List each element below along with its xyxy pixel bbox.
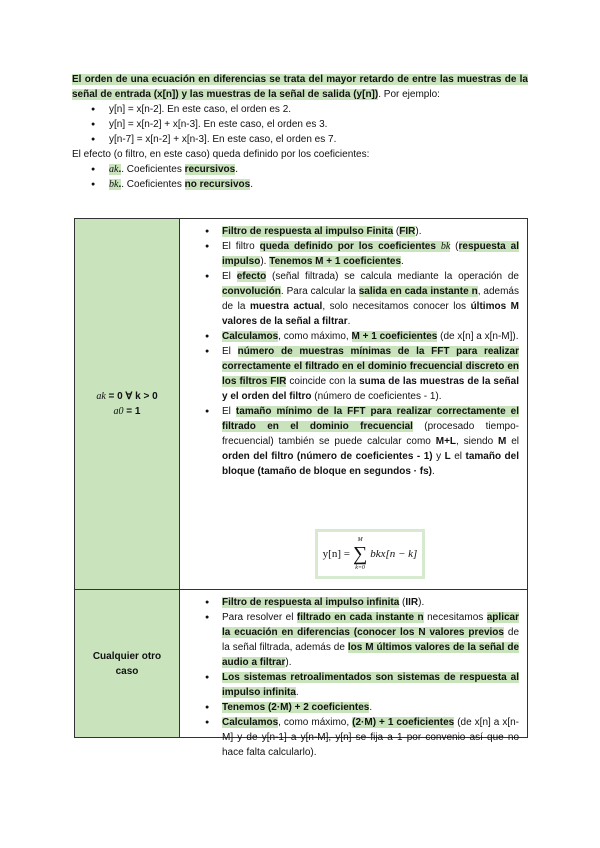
list-item: ● El filtro queda definido por los coeficientes bk (respuesta al impulso). Tenemos M + 1 coeficientes.	[180, 239, 519, 269]
coefficients-intro: El efecto (o filtro, en este caso) queda definido por los coeficientes:	[72, 149, 370, 160]
list-item: ● Calculamos, como máximo, (2·M) + 1 coeficientes (de x[n] a x[n-M] y de y[n-1] a y[n-M], y[n] se fija a 1 por convenio así que no hace falta calcularlo).	[180, 715, 519, 760]
list-item: ● Para resolver el filtrado en cada instante n necesitamos aplicar la ecuación en diferencias (conocer los N valores previos de la señal filtrada, además de los M últimos valores de la señal de audio a filtrar).	[180, 610, 519, 670]
summation-symbol: M ∑ k=0	[352, 537, 368, 571]
list-item: ● Filtro de respuesta al impulso Finita (FIR).	[180, 224, 519, 239]
iir-description-cell	[180, 590, 527, 758]
list-item: ● y[n-7] = x[n-2] + x[n-3]. En este caso, el orden es 7.	[72, 132, 528, 147]
list-item: ● bk.. Coeficientes no recursivos.	[72, 177, 528, 192]
coefficients-list	[72, 162, 528, 192]
ak-symbol: ak	[109, 164, 119, 175]
list-item: ● Filtro de respuesta al impulso infinita (IIR).	[180, 595, 519, 610]
intro-paragraph: El orden de una ecuación en diferencias se trata del mayor retardo de entre las muestras de la señal de entrada (x[n]) y las muestras de la señal de salida (y[n]). Por ejemplo:	[72, 74, 528, 100]
list-item: ● ak.. Coeficientes recursivos.	[72, 162, 528, 177]
convolution-formula: y[n] = M ∑ k=0 bkx[n − k]	[315, 529, 425, 579]
list-item: ● El tamaño mínimo de la FFT para realizar correctamente el filtrado en el dominio frecuencial (procesado tiempo-frecuencial) también se puede calcular como M+L, siendo M el orden del filtro (número de coeficientes - 1) y L el tamaño del bloque (tamaño de bloque en segundos · fs).	[180, 404, 519, 479]
list-item: ● El efecto (señal filtrada) se calcula mediante la operación de convolución. Para calcular la salida en cada instante n, además de la muestra actual, solo necesitamos conocer los últimos M valores de la señal a filtrar.	[180, 269, 519, 329]
fir-condition-cell: ak = 0 ∀ k > 0 a0 = 1	[75, 219, 180, 589]
list-item: ● Tenemos (2·M) + 2 coeficientes.	[180, 700, 519, 715]
list-item: ● Calculamos, como máximo, M + 1 coeficientes (de x[n] a x[n-M]).	[180, 329, 519, 344]
list-item: ● Los sistemas retroalimentados son sistemas de respuesta al impulso infinita.	[180, 670, 519, 700]
table-row-iir	[75, 590, 527, 758]
bk-symbol: bk	[109, 179, 119, 190]
examples-list	[72, 102, 528, 147]
list-item: ● y[n] = x[n-2]. En este caso, el orden es 2.	[72, 102, 528, 117]
list-item: ● y[n] = x[n-2] + x[n-3]. En este caso, el orden es 3.	[72, 117, 528, 132]
table-row-fir	[75, 219, 527, 590]
order-definition: El orden de una ecuación en diferencias se trata del mayor retardo de entre las muestras de la señal de entrada (x[n]) y las muestras de la señal de salida (y[n])	[72, 74, 528, 100]
intro-section	[72, 72, 528, 192]
filter-table	[74, 218, 528, 758]
iir-condition-cell: Cualquier otro caso	[75, 590, 180, 737]
list-item: ● El número de muestras mínimas de la FFT para realizar correctamente el filtrado en el dominio frecuencial discreto en los filtros FIR coincide con la suma de las muestras de la señal y el orden del filtro (número de coeficientes - 1).	[180, 344, 519, 404]
